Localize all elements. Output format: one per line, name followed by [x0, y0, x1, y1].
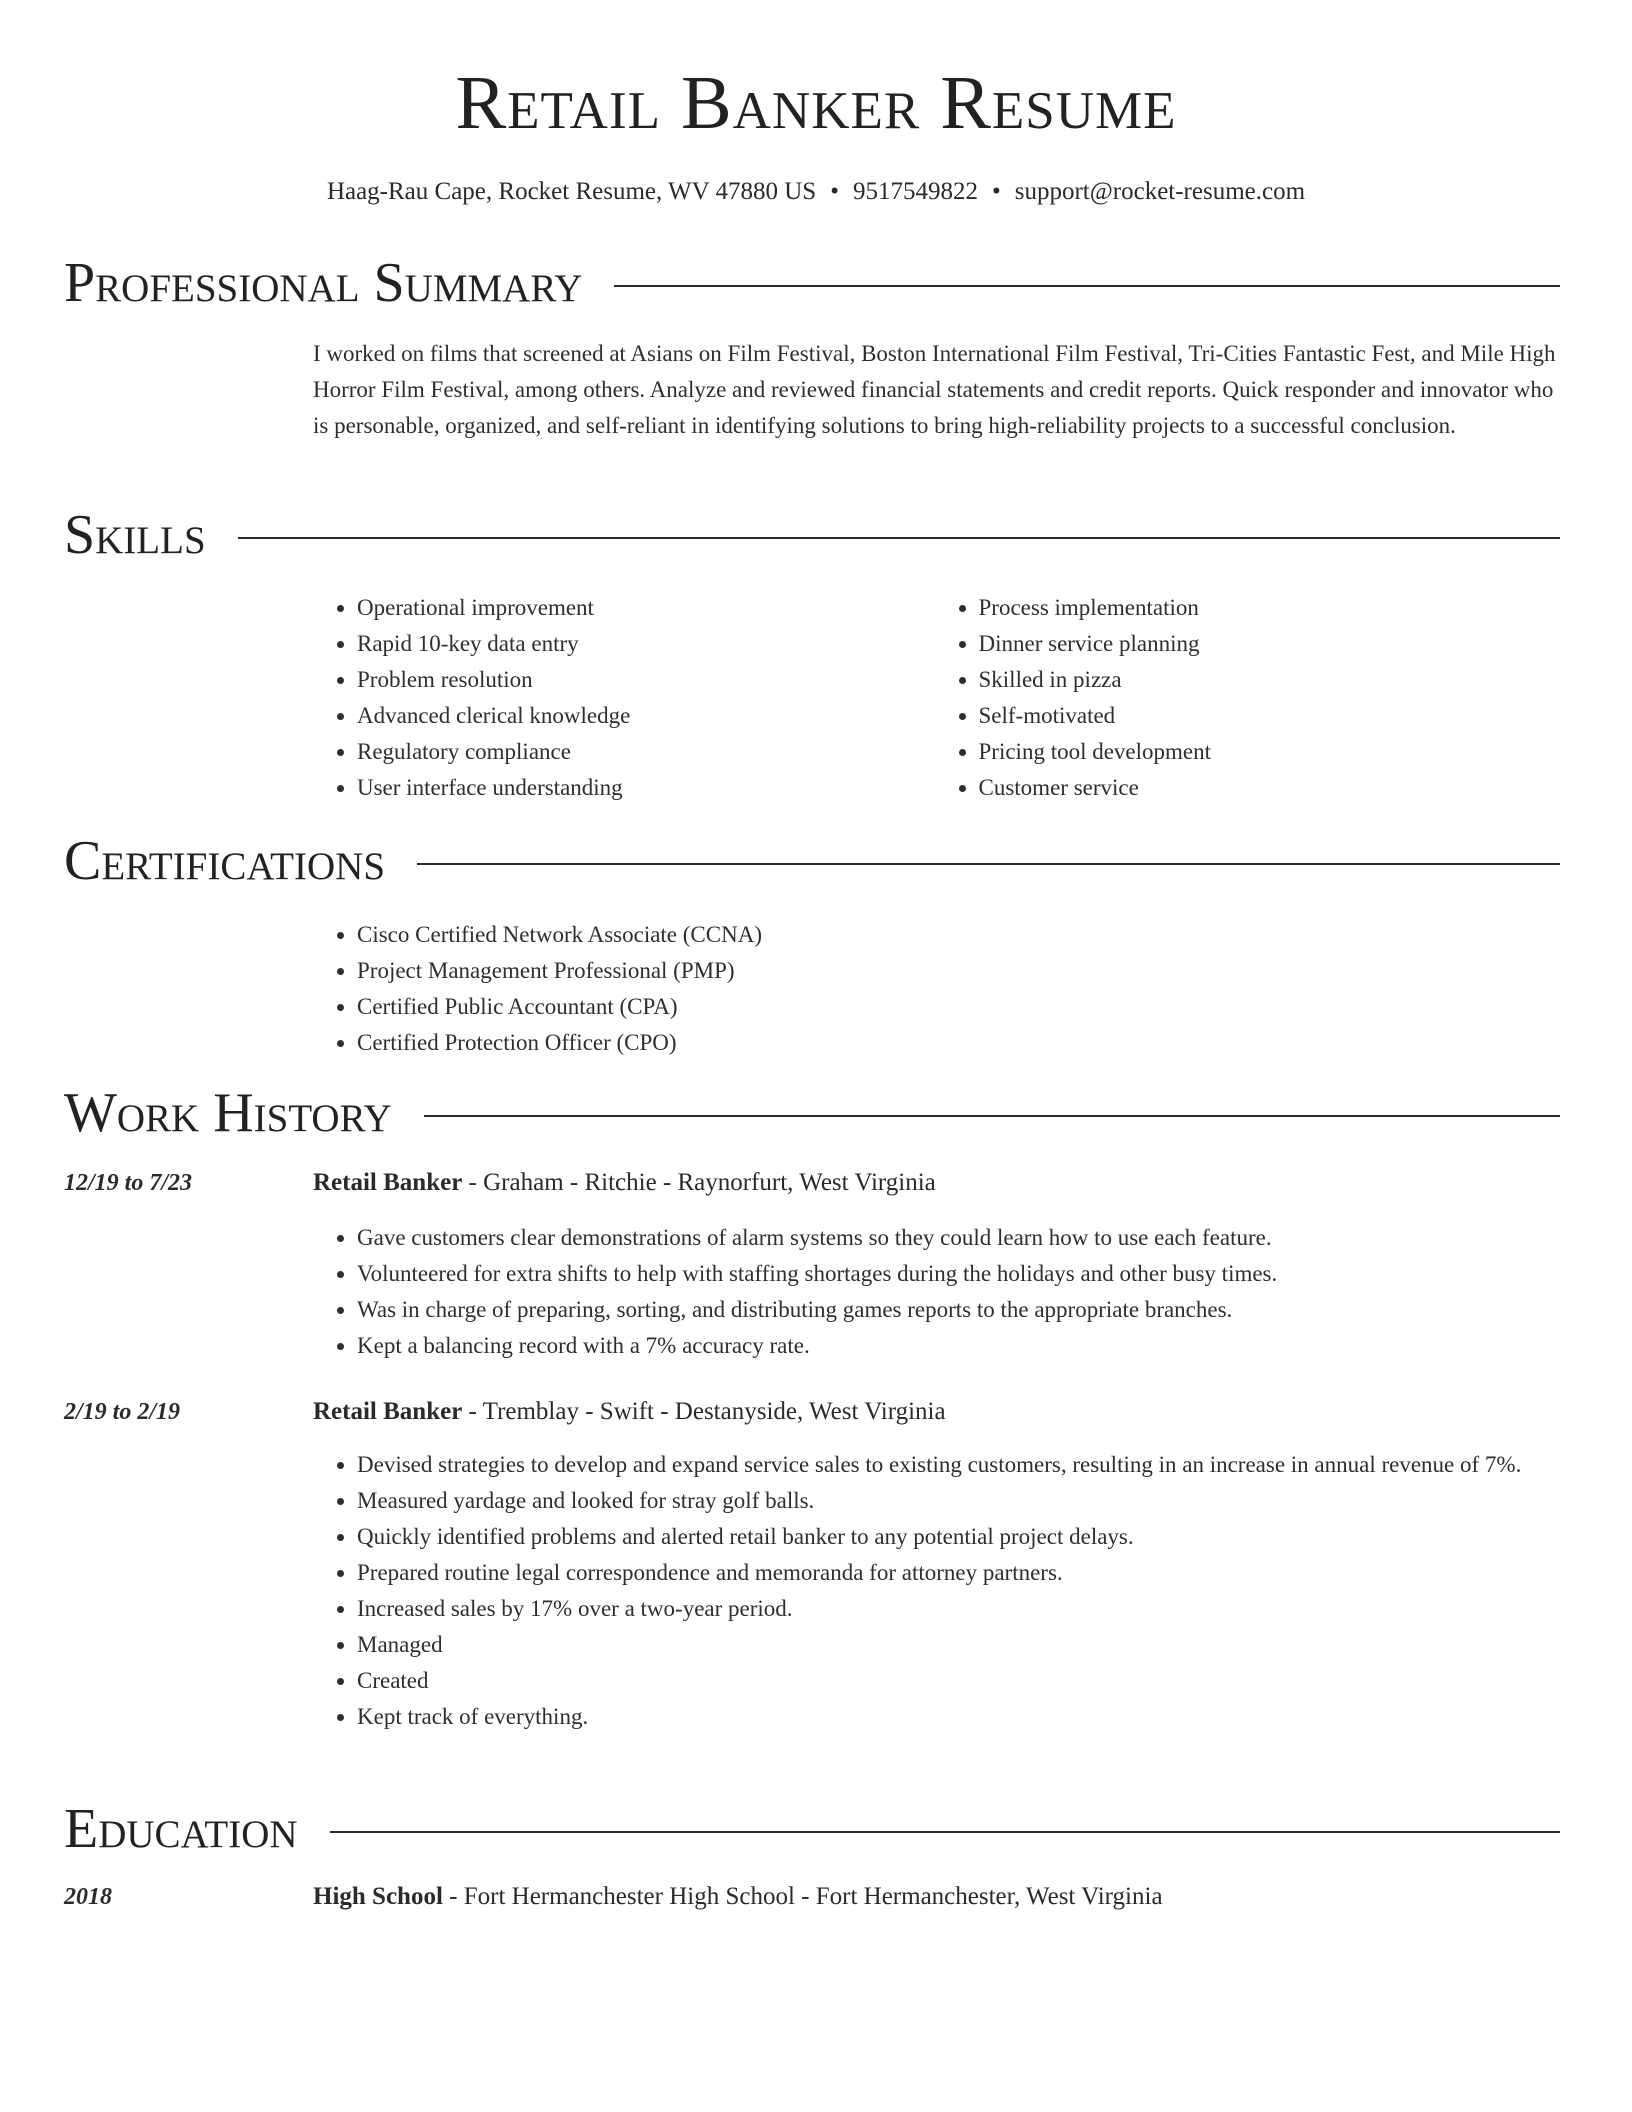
skill-item: • User interface understanding [357, 770, 935, 806]
job-employer-location: - Tremblay - Swift - Destanyside, West Virginia [462, 1398, 946, 1425]
job-bullet: • Kept a balancing record with a 7% accuracy rate. [357, 1328, 1556, 1364]
skills-section-header [64, 503, 1560, 567]
education-section-header [64, 1797, 1560, 1861]
summary-heading: Professional Summary [64, 252, 583, 314]
section-divider [330, 1831, 1560, 1833]
job-employer-location: - Graham - Ritchie - Raynorfurt, West Virginia [462, 1169, 936, 1196]
skills-column-left [313, 590, 935, 806]
job-dates: 12/19 to 7/23 [64, 1170, 193, 1196]
education-year: 2018 [64, 1884, 112, 1910]
skill-item: • Dinner service planning [979, 626, 1557, 662]
skill-item: • Process implementation [979, 590, 1557, 626]
certifications-list [313, 917, 1556, 1061]
job-bullet: • Quickly identified problems and alerted retail banker to any potential project delays. [357, 1519, 1556, 1555]
certification-item: • Cisco Certified Network Associate (CCNA) [357, 917, 1556, 953]
job-bullet: • Increased sales by 17% over a two-year period. [357, 1591, 1556, 1627]
job-bullet: • Was in charge of preparing, sorting, and distributing games reports to the appropriate branches. [357, 1292, 1556, 1328]
job-bullet: • Created [357, 1663, 1556, 1699]
contact-separator: • [830, 178, 839, 205]
section-divider [614, 285, 1560, 287]
certification-item: • Certified Public Accountant (CPA) [357, 989, 1556, 1025]
section-divider [424, 1115, 1560, 1117]
job-title: Retail Banker [313, 1169, 463, 1196]
section-divider [238, 537, 1560, 539]
certifications-heading: Certifications [64, 830, 386, 892]
job-bullet: • Gave customers clear demonstrations of alarm systems so they could learn how to use each feature. [357, 1220, 1556, 1256]
job-bullet: • Kept track of everything. [357, 1699, 1556, 1735]
skill-item: • Advanced clerical knowledge [357, 698, 935, 734]
skills-column-right [935, 590, 1557, 806]
summary-text: I worked on films that screened at Asians on Film Festival, Boston International Film Festival, Tri-Cities Fantastic Fest, and Mile High Horror Film Festival, among others. Analyze and reviewed financial statements and credit reports. Quick responder and innovator who is personable, organized, and self-reliant in identifying solutions to bring high-reliability projects to a successful conclusion. [313, 341, 1556, 438]
contact-email: support@rocket-resume.com [1014, 178, 1306, 205]
skill-item: • Pricing tool development [979, 734, 1557, 770]
contact-separator: • [991, 178, 1001, 205]
job-bullet: • Volunteered for extra shifts to help with staffing shortages during the holidays and other busy times. [357, 1256, 1556, 1292]
skills-heading: Skills [64, 504, 206, 566]
skill-item: • Operational improvement [357, 590, 935, 626]
education-heading: Education [64, 1798, 298, 1860]
certification-item: • Project Management Professional (PMP) [357, 953, 1556, 989]
skill-item: • Problem resolution [357, 662, 935, 698]
job-title: Retail Banker [313, 1398, 463, 1425]
job-bullet: • Managed [357, 1627, 1556, 1663]
contact-line [0, 174, 1632, 210]
education-school-location: - Fort Hermanchester High School - Fort Hermanchester, West Virginia [442, 1883, 1163, 1910]
skill-item: • Customer service [979, 770, 1557, 806]
skill-item: • Skilled in pizza [979, 662, 1557, 698]
job-title-line [313, 1394, 1556, 1430]
skill-item: • Self-motivated [979, 698, 1557, 734]
job-bullet: • Measured yardage and looked for stray golf balls. [357, 1483, 1556, 1519]
skills-list [313, 590, 1556, 806]
summary-section-header [64, 251, 1560, 315]
job-bullet: • Devised strategies to develop and expand service sales to existing customers, resulting in an increase in annual revenue of 7%. [357, 1447, 1556, 1483]
job-dates: 2/19 to 2/19 [64, 1399, 181, 1425]
job-bullet: • Prepared routine legal correspondence and memoranda for attorney partners. [357, 1555, 1556, 1591]
contact-address: Haag-Rau Cape, Rocket Resume, WV 47880 US [326, 178, 817, 205]
work-history-heading: Work History [64, 1082, 392, 1144]
section-divider [417, 863, 1560, 865]
job-bullets [313, 1447, 1556, 1735]
education-line [313, 1879, 1556, 1915]
certifications-section-header [64, 829, 1560, 893]
skill-item: • Rapid 10-key data entry [357, 626, 935, 662]
job-title-line [313, 1165, 1556, 1201]
education-degree: High School [313, 1883, 443, 1910]
skill-item: • Regulatory compliance [357, 734, 935, 770]
job-bullets [313, 1220, 1556, 1364]
certification-item: • Certified Protection Officer (CPO) [357, 1025, 1556, 1061]
resume-title: Retail Banker Resume [455, 61, 1177, 145]
work-history-section-header [64, 1081, 1560, 1145]
contact-phone: 9517549822 [852, 178, 978, 205]
